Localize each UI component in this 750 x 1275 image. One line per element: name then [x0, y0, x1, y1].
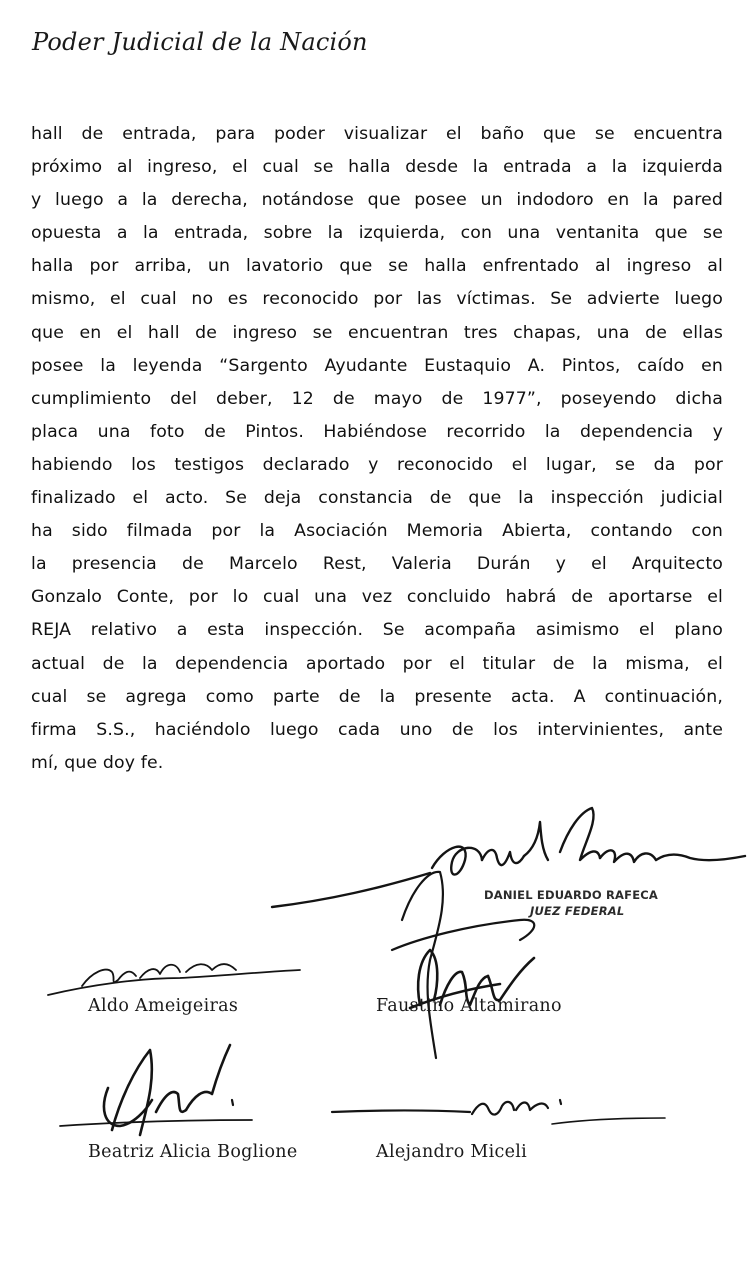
signature-label-alejandro: Alejandro Miceli: [376, 1142, 528, 1162]
text-line: hall de entrada, para poder visualizar el baño que se encuentra: [31, 124, 723, 144]
text-line: mismo, el cual no es reconocido por las víctimas. Se advierte luego: [31, 289, 723, 310]
text-line: actual de la dependencia aportado por el titular de la misma, el: [31, 653, 723, 674]
body-text: [31, 118, 723, 780]
beatriz-signature: [60, 1045, 252, 1135]
alejandro-signature: [332, 1100, 665, 1124]
page-header: Poder Judicial de la Nación: [32, 28, 368, 56]
stamp-title: JUEZ FEDERAL: [530, 904, 625, 918]
aldo-signature: [48, 964, 300, 995]
text-line: Gonzalo Conte, por lo cual una vez concluido habrá de aportarse el: [31, 587, 723, 608]
text-line: finalizado el acto. Se deja constancia de que la inspección judicial: [31, 488, 723, 509]
text-line: firma S.S., haciéndolo luego cada uno de los intervinientes, ante: [31, 719, 723, 740]
text-line: cumplimiento del deber, 12 de mayo de 1977”, poseyendo dicha: [31, 388, 723, 409]
signature-label-faustino: Faustino Altamirano: [376, 996, 562, 1016]
text-line: REJA relativo a esta inspección. Se acompaña asimismo el plano: [31, 620, 723, 641]
text-line: que en el hall de ingreso se encuentran tres chapas, una de ellas: [31, 322, 723, 343]
text-line: la presencia de Marcelo Rest, Valeria Durán y el Arquitecto: [31, 554, 723, 575]
stamp-name: DANIEL EDUARDO RAFECA: [484, 888, 659, 902]
text-line: placa una foto de Pintos. Habiéndose recorrido la dependencia y: [31, 421, 723, 442]
judge-stamp: [484, 887, 664, 919]
text-line: próximo al ingreso, el cual se halla desde la entrada a la izquierda: [31, 157, 723, 178]
text-line: cual se agrega como parte de la presente acta. A continuación,: [31, 686, 723, 707]
text-line: halla por arriba, un lavatorio que se halla enfrentado al ingreso al: [31, 256, 723, 277]
judge-signature: [272, 808, 745, 1058]
text-line: y luego a la derecha, notándose que posee un indodoro en la pared: [31, 190, 723, 211]
text-line: habiendo los testigos declarado y reconocido el lugar, se da por: [31, 454, 723, 475]
text-line: posee la leyenda “Sargento Ayudante Eustaquio A. Pintos, caído en: [31, 355, 723, 376]
text-line: opuesta a la entrada, sobre la izquierda, con una ventanita que se: [31, 223, 723, 244]
signature-label-aldo: Aldo Ameigeiras: [88, 996, 239, 1016]
text-line: mí, que doy fe.: [31, 752, 164, 773]
signature-label-beatriz: Beatriz Alicia Boglione: [88, 1142, 298, 1162]
text-line: ha sido filmada por la Asociación Memoria Abierta, contando con: [31, 521, 723, 542]
